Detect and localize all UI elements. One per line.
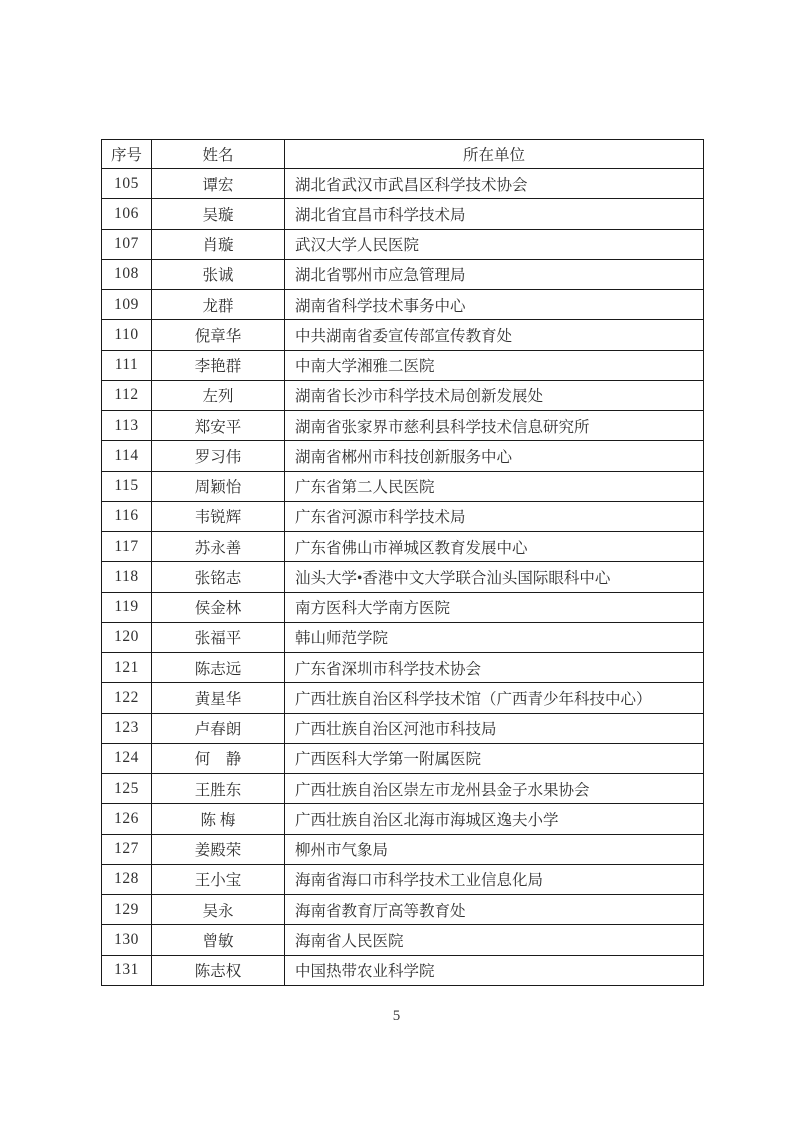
cell-name: 王胜东 xyxy=(152,774,285,804)
cell-index: 124 xyxy=(102,743,152,773)
cell-unit: 广西壮族自治区河池市科技局 xyxy=(285,713,704,743)
cell-index: 108 xyxy=(102,259,152,289)
cell-index: 127 xyxy=(102,834,152,864)
cell-name: 周颖怡 xyxy=(152,471,285,501)
table-row xyxy=(102,743,704,773)
cell-name: 何 静 xyxy=(152,743,285,773)
table-row xyxy=(102,622,704,652)
cell-unit: 中共湖南省委宣传部宣传教育处 xyxy=(285,320,704,350)
cell-unit: 广西壮族自治区科学技术馆（广西青少年科技中心） xyxy=(285,683,704,713)
table-row xyxy=(102,199,704,229)
cell-index: 118 xyxy=(102,562,152,592)
cell-unit: 中南大学湘雅二医院 xyxy=(285,350,704,380)
column-header-unit: 所在单位 xyxy=(285,140,704,169)
table-row xyxy=(102,229,704,259)
table-row xyxy=(102,259,704,289)
cell-unit: 中国热带农业科学院 xyxy=(285,955,704,986)
column-header-name: 姓名 xyxy=(152,140,285,169)
table-row xyxy=(102,471,704,501)
table-row xyxy=(102,955,704,986)
cell-index: 113 xyxy=(102,411,152,441)
cell-unit: 广西壮族自治区崇左市龙州县金子水果协会 xyxy=(285,774,704,804)
cell-index: 130 xyxy=(102,925,152,955)
cell-unit: 湖北省宜昌市科学技术局 xyxy=(285,199,704,229)
cell-index: 129 xyxy=(102,895,152,925)
cell-unit: 广东省佛山市禅城区教育发展中心 xyxy=(285,532,704,562)
cell-name: 李艳群 xyxy=(152,350,285,380)
cell-unit: 广东省深圳市科学技术协会 xyxy=(285,653,704,683)
table-row xyxy=(102,532,704,562)
table-row xyxy=(102,653,704,683)
cell-name: 苏永善 xyxy=(152,532,285,562)
cell-name: 张福平 xyxy=(152,622,285,652)
table-row xyxy=(102,562,704,592)
table-row xyxy=(102,804,704,834)
table-row xyxy=(102,864,704,894)
cell-unit: 广西壮族自治区北海市海城区逸夫小学 xyxy=(285,804,704,834)
cell-index: 105 xyxy=(102,169,152,199)
cell-unit: 南方医科大学南方医院 xyxy=(285,592,704,622)
cell-unit: 湖北省鄂州市应急管理局 xyxy=(285,259,704,289)
cell-index: 119 xyxy=(102,592,152,622)
cell-name: 郑安平 xyxy=(152,411,285,441)
cell-name: 张铭志 xyxy=(152,562,285,592)
cell-unit: 湖南省科学技术事务中心 xyxy=(285,290,704,320)
cell-index: 116 xyxy=(102,501,152,531)
table-row xyxy=(102,895,704,925)
cell-name: 吴永 xyxy=(152,895,285,925)
cell-unit: 湖南省张家界市慈利县科学技术信息研究所 xyxy=(285,411,704,441)
cell-name: 陈志远 xyxy=(152,653,285,683)
cell-name: 侯金林 xyxy=(152,592,285,622)
table-row xyxy=(102,683,704,713)
cell-unit: 海南省教育厅高等教育处 xyxy=(285,895,704,925)
cell-name: 张诚 xyxy=(152,259,285,289)
table-row xyxy=(102,380,704,410)
cell-name: 罗习伟 xyxy=(152,441,285,471)
cell-name: 黄星华 xyxy=(152,683,285,713)
cell-unit: 海南省人民医院 xyxy=(285,925,704,955)
table-body xyxy=(102,169,704,986)
cell-unit: 广西医科大学第一附属医院 xyxy=(285,743,704,773)
cell-name: 陈 梅 xyxy=(152,804,285,834)
cell-index: 126 xyxy=(102,804,152,834)
table-row xyxy=(102,411,704,441)
table-row xyxy=(102,290,704,320)
cell-index: 123 xyxy=(102,713,152,743)
cell-index: 109 xyxy=(102,290,152,320)
cell-unit: 湖南省郴州市科技创新服务中心 xyxy=(285,441,704,471)
table-row xyxy=(102,169,704,199)
cell-name: 曾敏 xyxy=(152,925,285,955)
table-row xyxy=(102,350,704,380)
table-row xyxy=(102,774,704,804)
cell-unit: 湖南省长沙市科学技术局创新发展处 xyxy=(285,380,704,410)
cell-index: 107 xyxy=(102,229,152,259)
cell-name: 陈志权 xyxy=(152,955,285,986)
cell-unit: 韩山师范学院 xyxy=(285,622,704,652)
table-row xyxy=(102,441,704,471)
cell-name: 吴璇 xyxy=(152,199,285,229)
cell-unit: 湖北省武汉市武昌区科学技术协会 xyxy=(285,169,704,199)
cell-index: 131 xyxy=(102,955,152,986)
cell-index: 121 xyxy=(102,653,152,683)
cell-index: 115 xyxy=(102,471,152,501)
cell-index: 128 xyxy=(102,864,152,894)
table-row xyxy=(102,713,704,743)
cell-index: 106 xyxy=(102,199,152,229)
cell-index: 110 xyxy=(102,320,152,350)
cell-index: 122 xyxy=(102,683,152,713)
table-row xyxy=(102,834,704,864)
table-row xyxy=(102,320,704,350)
table-row xyxy=(102,501,704,531)
cell-name: 倪章华 xyxy=(152,320,285,350)
roster-table xyxy=(101,139,704,986)
cell-name: 龙群 xyxy=(152,290,285,320)
cell-unit: 广东省第二人民医院 xyxy=(285,471,704,501)
cell-name: 姜殿荣 xyxy=(152,834,285,864)
column-header-index: 序号 xyxy=(102,140,152,169)
cell-name: 王小宝 xyxy=(152,864,285,894)
cell-unit: 海南省海口市科学技术工业信息化局 xyxy=(285,864,704,894)
table-row xyxy=(102,925,704,955)
cell-index: 120 xyxy=(102,622,152,652)
cell-unit: 汕头大学•香港中文大学联合汕头国际眼科中心 xyxy=(285,562,704,592)
table-header-row xyxy=(102,140,704,169)
cell-index: 117 xyxy=(102,532,152,562)
cell-index: 114 xyxy=(102,441,152,471)
cell-index: 112 xyxy=(102,380,152,410)
cell-name: 韦锐辉 xyxy=(152,501,285,531)
cell-name: 卢春朗 xyxy=(152,713,285,743)
cell-name: 谭宏 xyxy=(152,169,285,199)
cell-unit: 广东省河源市科学技术局 xyxy=(285,501,704,531)
cell-index: 111 xyxy=(102,350,152,380)
page-number: 5 xyxy=(392,1008,401,1024)
table-row xyxy=(102,592,704,622)
cell-unit: 武汉大学人民医院 xyxy=(285,229,704,259)
cell-name: 左列 xyxy=(152,380,285,410)
cell-unit: 柳州市气象局 xyxy=(285,834,704,864)
cell-index: 125 xyxy=(102,774,152,804)
cell-name: 肖璇 xyxy=(152,229,285,259)
